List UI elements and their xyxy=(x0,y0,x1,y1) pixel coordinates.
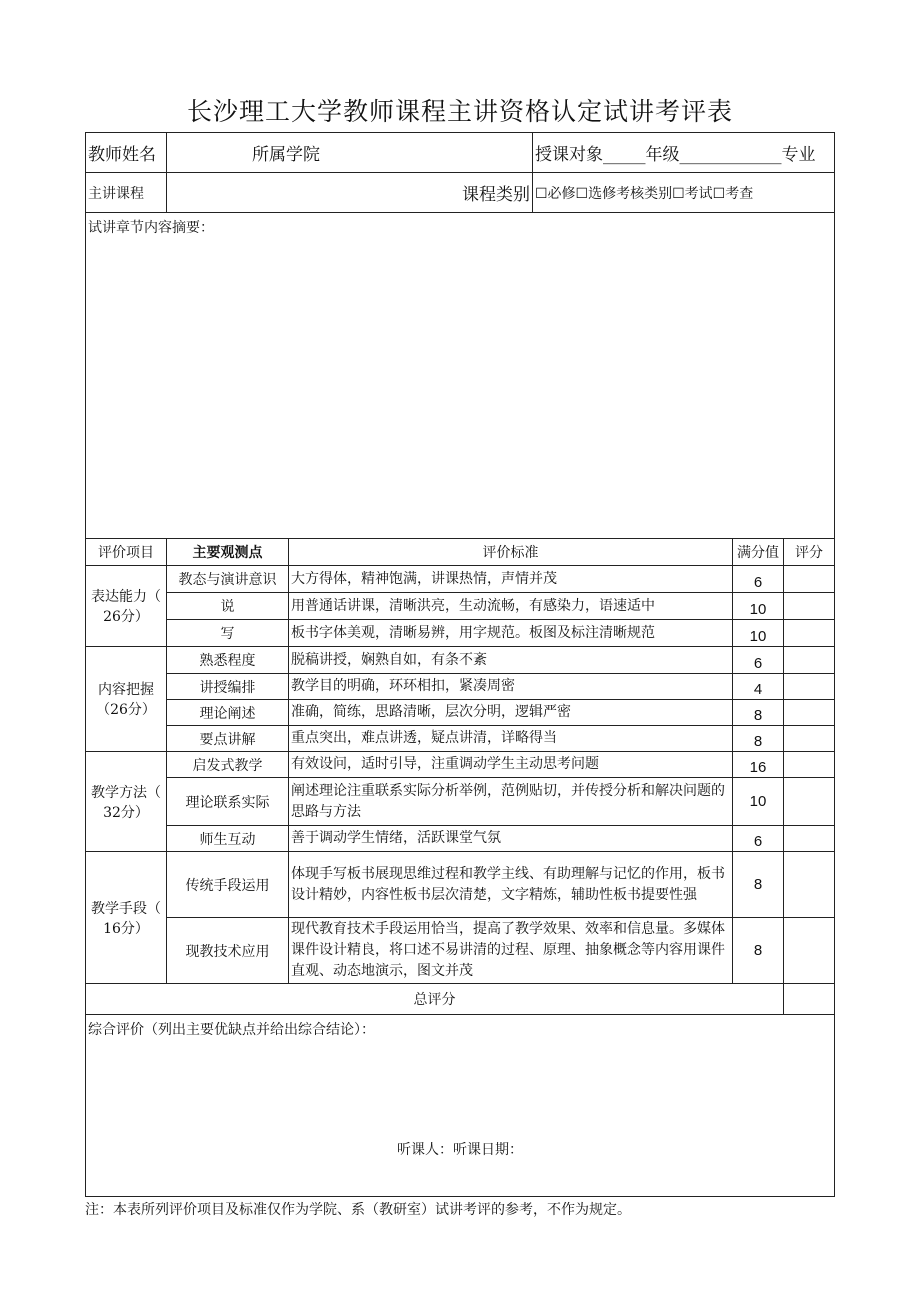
col-item: 评价项目 xyxy=(86,539,167,566)
teacher-name-label: 教师姓名 xyxy=(86,133,167,173)
table-row xyxy=(86,647,835,674)
category-line: 32分） xyxy=(103,804,149,821)
category-content xyxy=(86,647,167,752)
criterion: 善于调动学生情绪，活跃课堂气氛 xyxy=(289,826,733,852)
full-score: 6 xyxy=(733,826,784,852)
criterion: 重点突出，难点讲透，疑点讲清，详略得当 xyxy=(289,726,733,752)
grade-label: 年级 xyxy=(645,145,680,165)
observation-point: 熟悉程度 xyxy=(167,647,289,674)
summary-row xyxy=(86,213,835,539)
table-row xyxy=(86,726,835,752)
criterion: 准确，简练，思路清晰，层次分明，逻辑严密 xyxy=(289,700,733,726)
score-input[interactable] xyxy=(784,852,835,918)
col-score: 评分 xyxy=(784,539,835,566)
full-score: 10 xyxy=(733,620,784,647)
total-label: 总评分 xyxy=(86,984,784,1015)
observation-point: 启发式教学 xyxy=(167,752,289,778)
full-score: 6 xyxy=(733,566,784,593)
score-input[interactable] xyxy=(784,778,835,826)
category-expression xyxy=(86,566,167,647)
criterion: 板书字体美观，清晰易辨，用字规范。板图及标注清晰规范 xyxy=(289,620,733,647)
comprehensive-row xyxy=(86,1015,835,1197)
audience-blank[interactable]: _____ xyxy=(603,145,646,165)
major-label: 专业 xyxy=(781,145,816,165)
full-score: 10 xyxy=(733,593,784,620)
col-point: 主要观测点 xyxy=(167,539,289,566)
criterion: 有效设问，适时引导，注重调动学生主动思考问题 xyxy=(289,752,733,778)
score-input[interactable] xyxy=(784,918,835,984)
score-input[interactable] xyxy=(784,566,835,593)
footnote: 注：本表所列评价项目及标准仅作为学院、系（教研室）试讲考评的参考，不作为规定。 xyxy=(85,1202,631,1218)
score-input[interactable] xyxy=(784,620,835,647)
course-label: 主讲课程 xyxy=(86,173,167,213)
teacher-info-row xyxy=(86,133,835,173)
course-type-options[interactable]: ☐必修☐选修考核类别☐考试☐考查 xyxy=(533,173,835,213)
score-input[interactable] xyxy=(784,647,835,674)
category-line: （26分） xyxy=(96,702,156,718)
audience-label: 授课对象 xyxy=(535,145,603,165)
college-label: 所属学院 xyxy=(167,133,533,173)
table-row xyxy=(86,826,835,852)
category-line: 教学方法（ xyxy=(91,784,161,801)
category-line: 教学手段（ xyxy=(91,900,161,917)
observation-point: 要点讲解 xyxy=(167,726,289,752)
criterion: 现代教育技术手段运用恰当，提高了教学效果、效率和信息量。多媒体课件设计精良，将口述不易讲清的过程、原理、抽象概念等内容用课件直观、动态地演示，图文并茂 xyxy=(289,918,733,984)
listener-label: 听课人：听课日期： xyxy=(397,1142,524,1158)
full-score: 16 xyxy=(733,752,784,778)
full-score: 6 xyxy=(733,647,784,674)
col-full: 满分值 xyxy=(733,539,784,566)
category-line: 表达能力（ xyxy=(91,589,161,605)
observation-point: 教态与演讲意识 xyxy=(167,566,289,593)
score-input[interactable] xyxy=(784,752,835,778)
table-row xyxy=(86,593,835,620)
category-line: 26分） xyxy=(103,609,149,625)
category-line: 16分） xyxy=(103,920,149,937)
full-score: 8 xyxy=(733,852,784,918)
full-score: 8 xyxy=(733,918,784,984)
major-blank[interactable]: ____________ xyxy=(679,145,782,165)
observation-point: 说 xyxy=(167,593,289,620)
observation-point: 理论阐述 xyxy=(167,700,289,726)
score-input[interactable] xyxy=(784,593,835,620)
table-row xyxy=(86,852,835,918)
observation-point: 现教技术应用 xyxy=(167,918,289,984)
table-row xyxy=(86,752,835,778)
page-title: 长沙理工大学教师课程主讲资格认定试讲考评表 xyxy=(186,97,733,126)
table-row xyxy=(86,918,835,984)
observation-point: 传统手段运用 xyxy=(167,852,289,918)
criterion: 脱稿讲授，娴熟自如，有条不紊 xyxy=(289,647,733,674)
score-input[interactable] xyxy=(784,700,835,726)
table-row xyxy=(86,620,835,647)
full-score: 10 xyxy=(733,778,784,826)
full-score: 4 xyxy=(733,674,784,700)
criterion: 体现手写板书展现思维过程和教学主线、有助理解与记忆的作用，板书设计精妙，内容性板书层次清楚，文字精炼，辅助性板书提要性强 xyxy=(289,852,733,918)
score-input[interactable] xyxy=(784,826,835,852)
score-input[interactable] xyxy=(784,674,835,700)
criterion: 教学目的明确，环环相扣，紧凑周密 xyxy=(289,674,733,700)
evaluation-form xyxy=(85,132,835,1197)
criterion: 大方得体，精神饱满，讲课热情，声情并茂 xyxy=(289,566,733,593)
course-type-label: 课程类别 xyxy=(167,173,533,213)
table-row xyxy=(86,778,835,826)
audience-cell xyxy=(533,133,835,173)
table-row xyxy=(86,700,835,726)
category-line: 内容把握 xyxy=(98,682,154,698)
full-score: 8 xyxy=(733,726,784,752)
criterion: 用普通话讲课，清晰洪亮，生动流畅，有感染力，语速适中 xyxy=(289,593,733,620)
category-method xyxy=(86,752,167,852)
comprehensive-cell[interactable] xyxy=(86,1015,835,1197)
table-row xyxy=(86,674,835,700)
observation-point: 讲授编排 xyxy=(167,674,289,700)
observation-point: 师生互动 xyxy=(167,826,289,852)
total-row xyxy=(86,984,835,1015)
score-input[interactable] xyxy=(784,726,835,752)
observation-point: 写 xyxy=(167,620,289,647)
comprehensive-label: 综合评价（列出主要优缺点并给出综合结论）： xyxy=(88,1022,375,1038)
course-info-row xyxy=(86,173,835,213)
total-score-input[interactable] xyxy=(784,984,835,1015)
summary-label: 试讲章节内容摘要： xyxy=(86,213,835,539)
table-row xyxy=(86,566,835,593)
full-score: 8 xyxy=(733,700,784,726)
col-standard: 评价标准 xyxy=(289,539,733,566)
criterion: 阐述理论注重联系实际分析举例，范例贴切，并传授分析和解决问题的思路与方法 xyxy=(289,778,733,826)
category-means xyxy=(86,852,167,984)
column-header-row xyxy=(86,539,835,566)
observation-point: 理论联系实际 xyxy=(167,778,289,826)
